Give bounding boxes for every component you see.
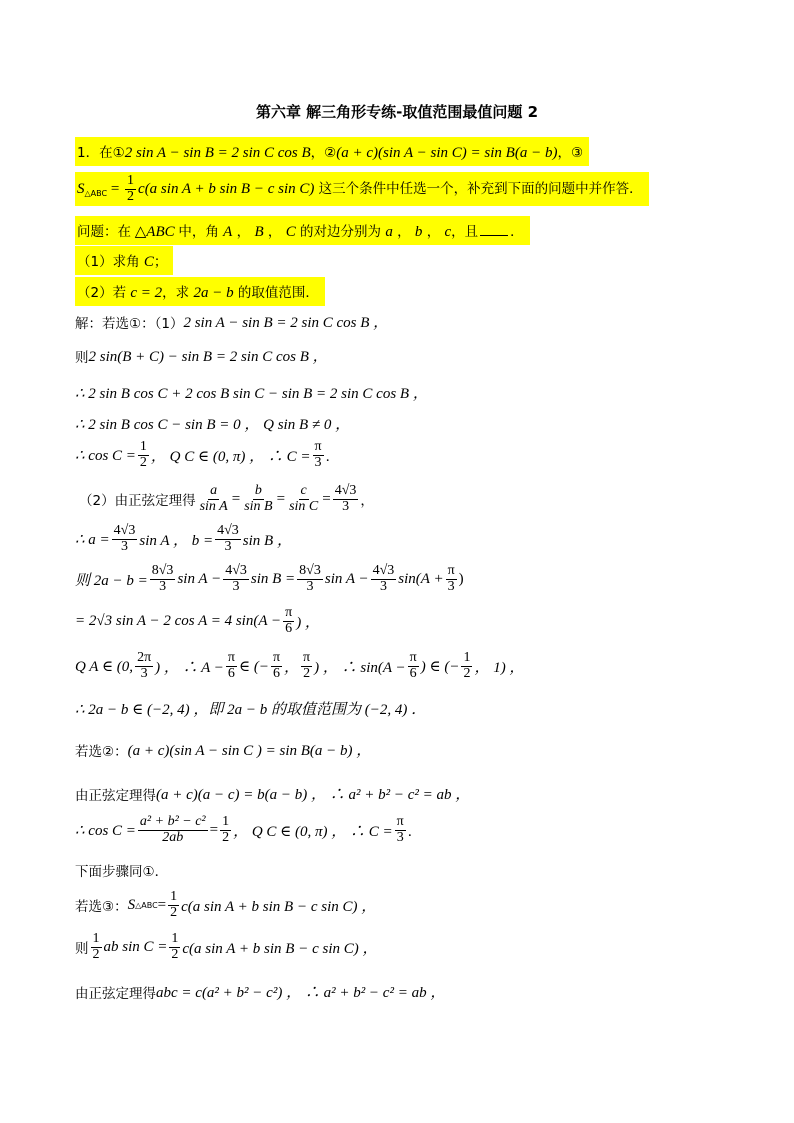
solution-line-2: 则 2 sin(B + C) − sin B = 2 sin C cos B ， [75, 349, 328, 366]
solution-line-8: 则 2a − b = $\frac{8√3}{3}$ sin A − $\frac{4√3}{3}$ sin B = $\frac{8√3}{3}$ sin A − $\frac{4√3}{3}$ sin(A + $\frac{\pi}{3}$ ) [75, 563, 464, 594]
solution-line-12: 若选②： (a + c)(sin A − sin C ) = sin B(a − b) ， [75, 743, 372, 760]
solution-line-3: ∴ 2 sin B cos C + 2 cos B sin C − sin B = 2 sin C cos B ， [75, 386, 428, 402]
solution-line-16: 若选③： S △ABC = $\frac{1}{2}$ c(a sin A + b sin B − c sin C) ， [75, 889, 377, 920]
question-line: 问题：在 △ABC 中，角 A ， B ， C 的对边分别为 a ， b ， c，且 ． [75, 216, 530, 245]
solution-line-14: ∴ cos C = $\frac{\text{a² + b² − c²}}{2ab}$ = $\frac{1}{2}$ ， Q C ∈ (0, π) ， ∴ C = $\frac{\pi}{3}$ ． [75, 814, 422, 845]
solution-line-10: Q A ∈ (0, $\frac{2\pi}{3}$ ) ， ∴ A − $\frac{\pi}{6}$ ∈ (− $\frac{\pi}{6}$ ， $\frac{\pi}{2}$ ) ， ∴ sin(A − $\frac{\pi}{6}$ ) ∈ (− $\frac{1}{2}$ ， 1) ， [75, 650, 525, 681]
problem-line-2: $S_{\triangle ABC}$ = $\frac{1}{2}$ c(a sin A + b sin B − c sin C) 这三个条件中任选一个，补充到下面的问题中并作答． [75, 172, 649, 206]
page-title: 第六章 解三角形专练-取值范围最值问题 2 [255, 103, 539, 121]
answer-blank [480, 223, 508, 236]
solution-line-7: ∴ a = $\frac{4√3}{3}$ sin A ， b = $\frac{4√3}{3}$ sin B ， [75, 523, 292, 554]
problem-line-1: 1．在①2 sin A − sin B = 2 sin C cos B，②(a + c)(sin A − sin C) = sin B(a − b)，③ [75, 137, 589, 166]
part-2: （2）若 c = 2，求 2a − b 的取值范围． [75, 277, 325, 306]
solution-line-15: 下面步骤同①． [75, 864, 169, 880]
part-1: （1）求角 C； [75, 246, 173, 275]
solution-line-9: = 2√3 sin A − 2 cos A = 4 sin(A − $\frac{\pi}{6}$ ) ， [75, 605, 320, 636]
solution-line-6: （2）由正弦定理得 $\frac{a}{\text{sin A}}$ = $\frac{b}{\text{sin B}}$ = $\frac{c}{\text{sin C}}$ = $\frac{4√3}{3}$ ， [79, 483, 374, 514]
solution-line-1: 解：若选①：（1） 2 sin A − sin B = 2 sin C cos B ， [75, 315, 389, 332]
solution-line-11: ∴ 2a − b ∈ (−2, 4) ，即 2a − b 的取值范围为 (−2, 4) ． [75, 702, 427, 718]
solution-line-18: 由正弦定理得 abc = c(a² + b² − c²) ， ∴ a² + b² − c² = ab ， [75, 985, 446, 1002]
solution-line-17: 则 $\frac{1}{2}$ ab sin C = $\frac{1}{2}$ c(a sin A + b sin B − c sin C) ， [75, 931, 378, 962]
solution-line-4: ∴ 2 sin B cos C − sin B = 0 ， Q sin B ≠ 0 ， [75, 417, 351, 433]
solution-line-5: ∴ cos C = $\frac{1}{2}$ ， Q C ∈ (0, π) ， ∴ C = $\frac{\pi}{3}$ ． [75, 439, 340, 470]
solution-line-13: 由正弦定理得 (a + c)(a − c) = b(a − b) ， ∴ a² + b² − c² = ab ， [75, 787, 471, 804]
